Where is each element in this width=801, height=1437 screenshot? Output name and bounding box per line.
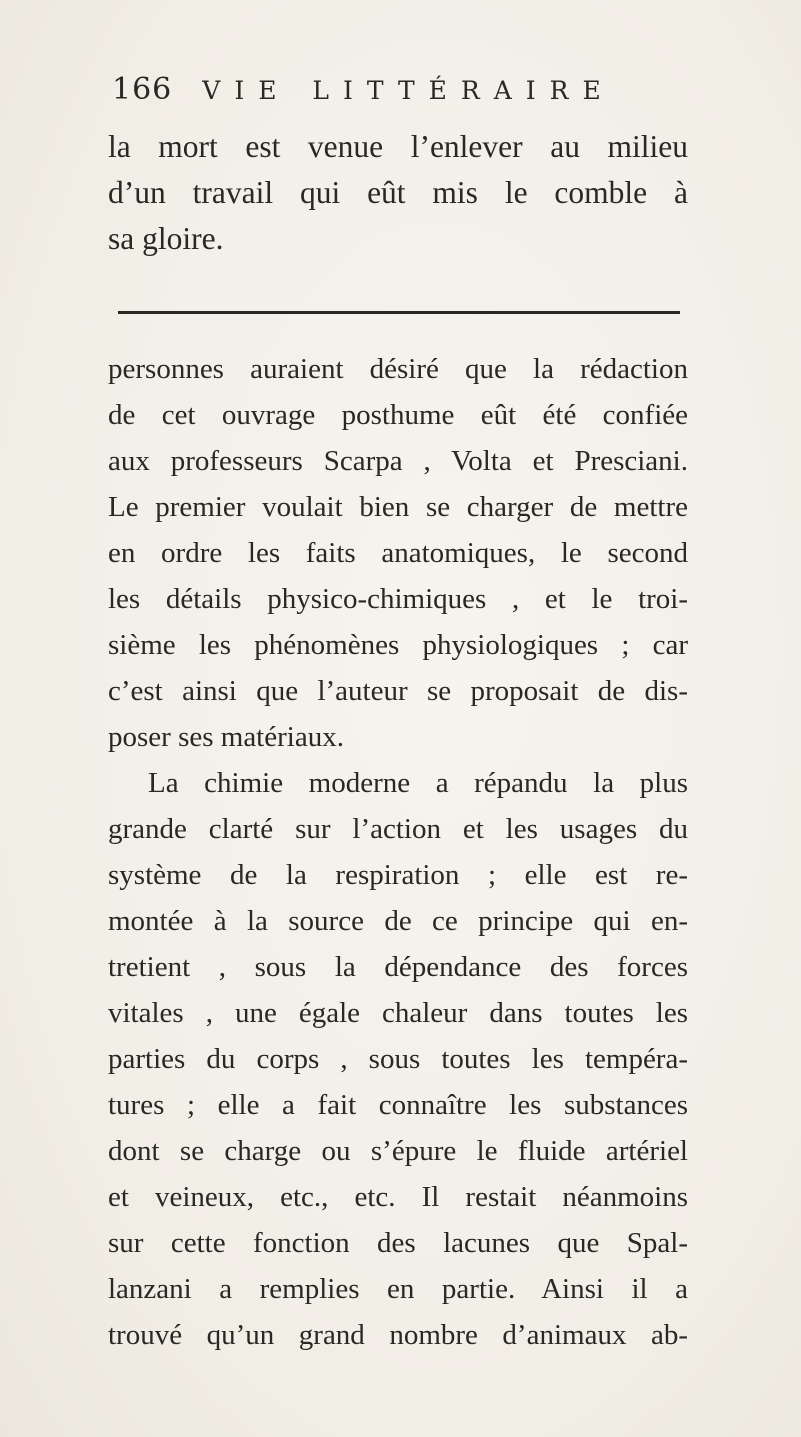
text-line: aux professeurs Scarpa , Volta et Presciani. (108, 445, 688, 477)
text-line: grande clarté sur l’action et les usages du (108, 813, 688, 845)
closing-paragraph (108, 124, 688, 262)
text-line: de cet ouvrage posthume eût été confiée (108, 399, 688, 431)
text-line: en ordre les faits anatomiques, le second (108, 537, 688, 569)
text-line: Le premier voulait bien se charger de mettre (108, 491, 688, 523)
text-line: poser ses matériaux. (108, 721, 344, 753)
text-line: lanzani a remplies en partie. Ainsi il a (108, 1273, 688, 1305)
text-line: c’est ainsi que l’auteur se proposait de dis- (108, 675, 688, 707)
text-line: personnes auraient désiré que la rédaction (108, 353, 688, 385)
running-title: VIE LITTÉRAIRE (202, 76, 615, 105)
text-line: montée à la source de ce principe qui en- (108, 905, 688, 937)
text-line: sur cette fonction des lacunes que Spal- (108, 1227, 688, 1259)
body-paragraphs (108, 346, 688, 1358)
text-line: sième les phénomènes physiologiques ; car (108, 629, 688, 661)
text-line: vitales , une égale chaleur dans toutes les (108, 997, 688, 1029)
text-line: sa gloire. (108, 221, 224, 256)
text-line: les détails physico-chimiques , et le troi- (108, 583, 688, 615)
text-line: système de la respiration ; elle est re- (108, 859, 688, 891)
section-divider (118, 311, 680, 314)
text-line: parties du corps , sous toutes les tempéra- (108, 1043, 688, 1075)
page-number: 166 (112, 72, 173, 107)
running-head (112, 72, 632, 122)
text-line: trouvé qu’un grand nombre d’animaux ab- (108, 1319, 688, 1351)
text-line: tretient , sous la dépendance des forces (108, 951, 688, 983)
text-line: la mort est venue l’enlever au milieu (108, 129, 688, 164)
text-line: La chimie moderne a répandu la plus (148, 767, 688, 799)
text-line: dont se charge ou s’épure le fluide artériel (108, 1135, 688, 1167)
text-line: et veineux, etc., etc. Il restait néanmoins (108, 1181, 688, 1213)
text-line: d’un travail qui eût mis le comble à (108, 175, 688, 210)
text-line: tures ; elle a fait connaître les substances (108, 1089, 688, 1121)
